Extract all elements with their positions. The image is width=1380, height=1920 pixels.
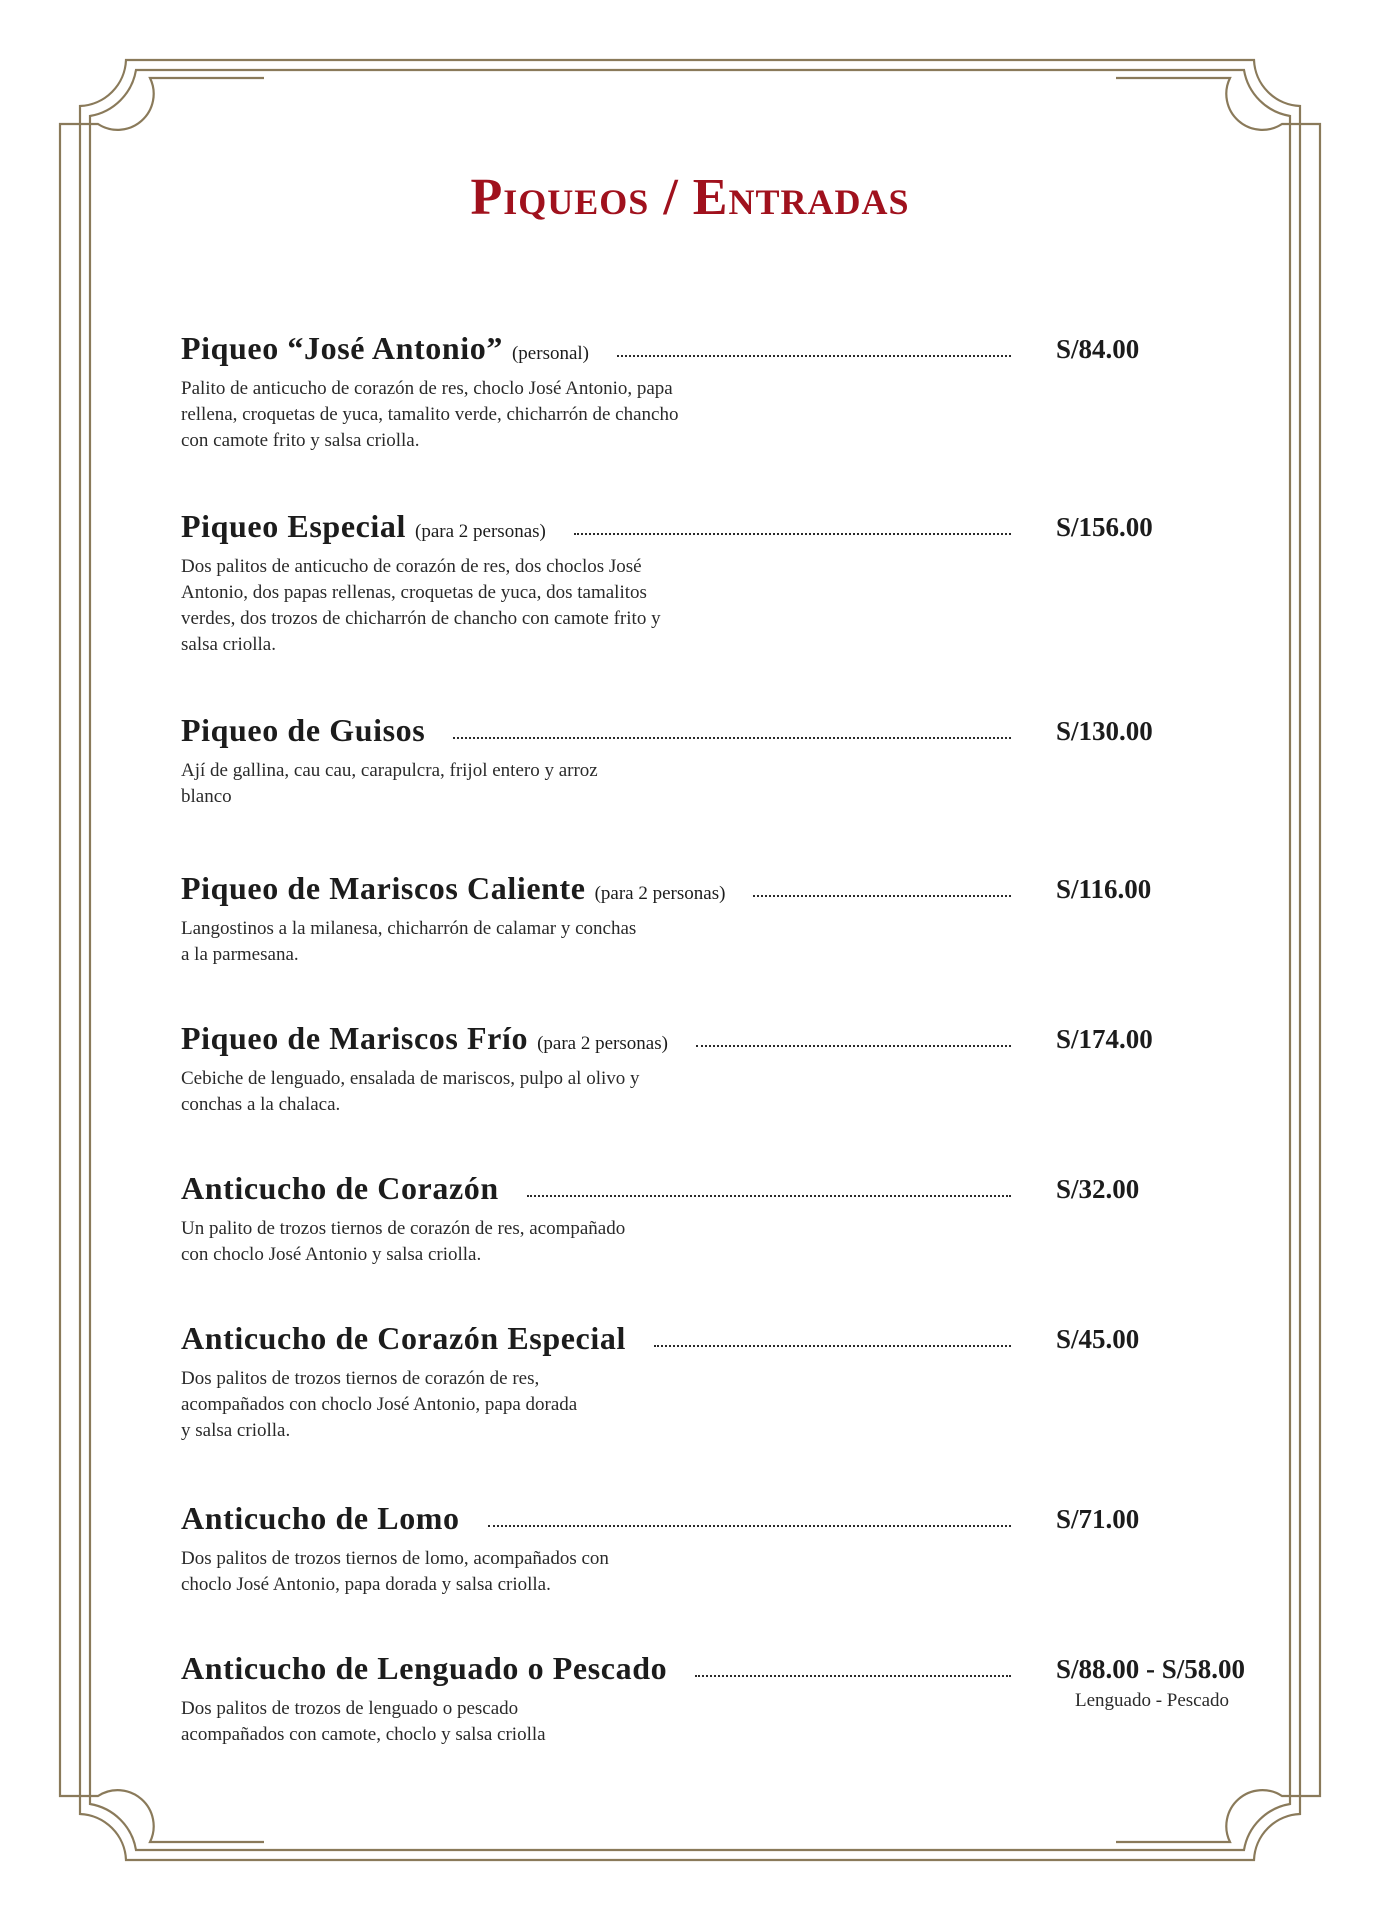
item-header <box>181 712 1011 752</box>
dotted-leader <box>574 533 1011 535</box>
item-price-note: Lenguado - Pescado <box>1074 1690 1230 1711</box>
dotted-leader <box>695 1675 1011 1677</box>
item-description: Dos palitos de trozos de lenguado o pescado acompañados con camote, choclo y salsa criolla <box>181 1698 546 1745</box>
item-note: (para 2 personas) <box>415 521 546 542</box>
menu-item <box>181 1650 1261 1800</box>
item-price: S/174.00 <box>1056 1024 1153 1054</box>
item-price: S/71.00 <box>1056 1504 1140 1534</box>
item-description: Langostinos a la milanesa, chicharrón de calamar y conchas a la parmesana. <box>181 918 637 965</box>
item-header <box>181 1320 1011 1360</box>
dotted-leader <box>453 737 1011 739</box>
item-name: Piqueo de Mariscos Caliente <box>181 870 586 906</box>
menu-item <box>181 1500 1261 1650</box>
item-description: Dos palitos de trozos tiernos de corazón de res, acompañados con choclo José Antonio, papa dorada y salsa criolla. <box>181 1368 578 1441</box>
item-price: S/84.00 <box>1056 334 1140 364</box>
item-price: S/116.00 <box>1056 874 1152 904</box>
item-description: Cebiche de lenguado, ensalada de mariscos, pulpo al olivo y conchas a la chalaca. <box>181 1068 640 1115</box>
menu-item <box>181 508 1261 658</box>
item-header <box>181 870 1011 910</box>
item-price: S/130.00 <box>1056 716 1153 746</box>
item-price: S/45.00 <box>1056 1324 1140 1354</box>
dotted-leader <box>488 1525 1011 1527</box>
item-note: (para 2 personas) <box>594 883 726 904</box>
item-name: Piqueo Especial <box>181 508 407 544</box>
item-header <box>181 1650 1011 1690</box>
item-note: (personal) <box>511 343 590 364</box>
dotted-leader <box>654 1345 1011 1347</box>
item-header <box>181 1500 1011 1540</box>
item-description: Un palito de trozos tiernos de corazón de res, acompañado con choclo José Antonio y salsa criolla. <box>181 1218 626 1265</box>
menu-item <box>181 712 1261 862</box>
dotted-leader <box>617 355 1011 357</box>
item-description: Dos palitos de anticucho de corazón de res, dos choclos José Antonio, dos papas rellenas, croquetas de yuca, dos tamalitos verdes, dos trozos de chicharrón de chancho con camote frito y salsa criolla. <box>181 556 661 655</box>
item-price: S/156.00 <box>1056 512 1153 542</box>
item-header <box>181 508 1011 548</box>
dotted-leader <box>696 1045 1011 1047</box>
item-description: Palito de anticucho de corazón de res, choclo José Antonio, papa rellena, croquetas de yuca, tamalito verde, chicharrón de chancho con camote frito y salsa criolla. <box>181 378 679 451</box>
item-header <box>181 330 1011 370</box>
item-name: Piqueo “José Antonio” <box>181 330 503 366</box>
menu-item <box>181 1020 1261 1170</box>
menu-item <box>181 330 1261 480</box>
menu-item <box>181 870 1261 1020</box>
menu-item <box>181 1320 1261 1470</box>
item-description: Ají de gallina, cau cau, carapulcra, frijol entero y arroz blanco <box>181 760 598 807</box>
item-name: Anticucho de Corazón <box>181 1170 499 1206</box>
item-name: Piqueo de Mariscos Frío <box>181 1020 529 1056</box>
item-note: (para 2 personas) <box>537 1033 668 1054</box>
item-header <box>181 1170 1011 1210</box>
item-description: Dos palitos de trozos tiernos de lomo, acompañados con choclo José Antonio, papa dorada y salsa criolla. <box>181 1548 609 1595</box>
item-name: Anticucho de Lomo <box>181 1500 460 1536</box>
item-name: Piqueo de Guisos <box>181 712 426 748</box>
item-price: S/88.00 - S/58.00 <box>1056 1654 1246 1684</box>
dotted-leader <box>527 1195 1011 1197</box>
item-name: Anticucho de Lenguado o Pescado <box>181 1650 668 1686</box>
item-price: S/32.00 <box>1056 1174 1140 1204</box>
menu-item <box>181 1170 1261 1320</box>
item-name: Anticucho de Corazón Especial <box>181 1320 626 1356</box>
page-title: Piqueos / Entradas <box>470 169 910 226</box>
dotted-leader <box>753 895 1011 897</box>
item-header <box>181 1020 1011 1060</box>
